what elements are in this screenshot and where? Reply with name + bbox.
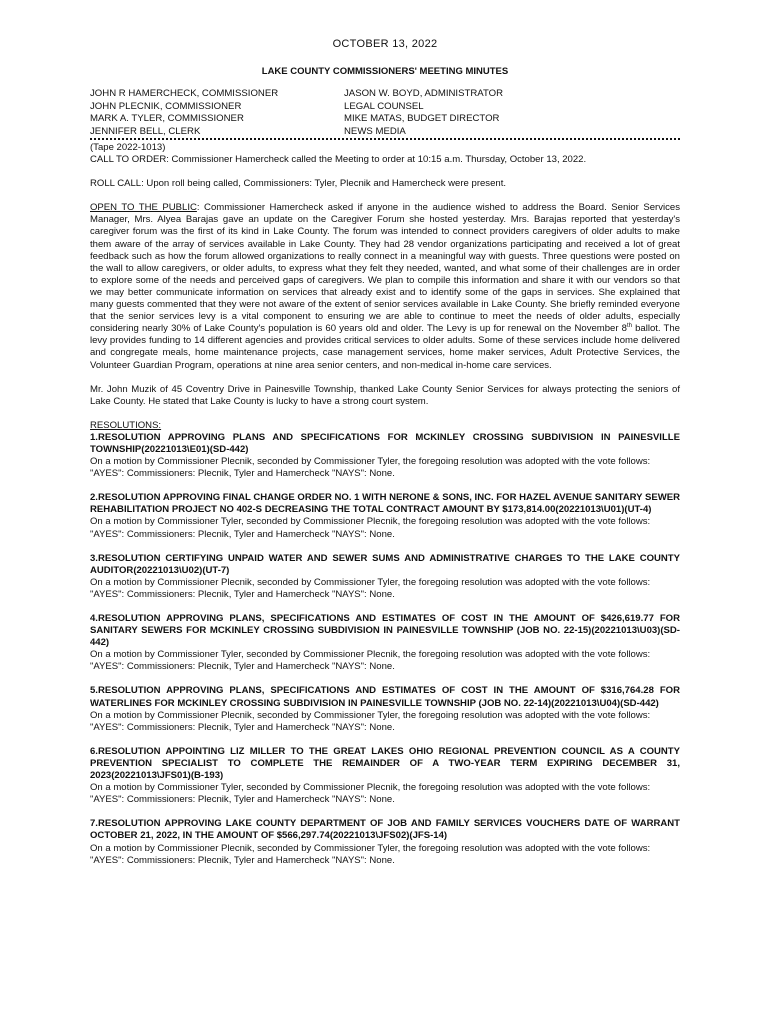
resolution-item bbox=[90, 746, 680, 806]
attendee: NEWS MEDIA bbox=[344, 125, 406, 137]
attendee: LEGAL COUNSEL bbox=[344, 100, 424, 112]
attendee: JASON W. BOYD, ADMINISTRATOR bbox=[344, 88, 504, 99]
resolution-title: 3.RESOLUTION CERTIFYING UNPAID WATER AND SEWER SUMS AND ADMINISTRATIVE CHARGES TO THE LAKE COUNTY AUDITOR(20221013\U02)(UT-7) bbox=[90, 552, 680, 576]
ordinal-suffix: th bbox=[626, 323, 632, 330]
attendee: JOHN R HAMERCHECK, COMMISSIONER bbox=[90, 88, 279, 99]
resolution-title: 1.RESOLUTION APPROVING PLANS AND SPECIFICATIONS FOR MCKINLEY CROSSING SUBDIVISION IN PAINESVILLE TOWNSHIP(20221013\E01)(SD-442) bbox=[90, 431, 680, 455]
resolution-title: 5.RESOLUTION APPROVING PLANS, SPECIFICATIONS AND ESTIMATES OF COST IN THE AMOUNT OF $316,764.28 FOR WATERLINES FOR MCKINLEY CROSSING SUBDIVISION IN PAINESVILLE TOWNSHIP (JOB NO. 22-14)(20221013\U04)(SD-442) bbox=[90, 685, 680, 709]
tape-number: (Tape 2022-1013) bbox=[90, 142, 166, 153]
minutes-body bbox=[90, 142, 680, 867]
resolution-motion: On a motion by Commissioner Tyler, seconded by Commissioner Plecnik, the foregoing resolution was adopted with the vote follows: "AYES": Commissioners: Plecnik, Tyler and Hamercheck "NAYS": None. bbox=[90, 649, 651, 673]
resolution-item bbox=[90, 818, 680, 866]
resolution-motion: On a motion by Commissioner Plecnik, seconded by Commissioner Tyler, the foregoing resolution was adopted with the vote follows: "AYES": Commissioners: Plecnik, Tyler and Hamercheck "NAYS": None. bbox=[90, 842, 651, 866]
meeting-date: OCTOBER 13, 2022 bbox=[332, 38, 438, 50]
resolution-item bbox=[90, 432, 680, 480]
resolutions-heading: RESOLUTIONS: bbox=[90, 419, 162, 431]
resolution-motion: On a motion by Commissioner Plecnik, seconded by Commissioner Tyler, the foregoing resolution was adopted with the vote follows: "AYES": Commissioners: Plecnik, Tyler and Hamercheck "NAYS": None. bbox=[90, 576, 651, 600]
resolution-item bbox=[90, 685, 680, 733]
document-title: LAKE COUNTY COMMISSIONERS' MEETING MINUTES bbox=[261, 66, 509, 77]
open-to-public-paragraph bbox=[90, 202, 680, 371]
dotted-divider bbox=[90, 138, 680, 140]
roll-call: ROLL CALL: Upon roll being called, Commissioners: Tyler, Plecnik and Hamercheck were present. bbox=[90, 178, 507, 190]
resolution-title: 4.RESOLUTION APPROVING PLANS, SPECIFICATIONS AND ESTIMATES OF COST IN THE AMOUNT OF $426,619.77 FOR SANITARY SEWERS FOR MCKINLEY CROSSING SUBDIVISION IN PAINESVILLE TOWNSHIP (JOB NO. 22-15)(20221013\U03)(SD-442) bbox=[90, 613, 680, 649]
resolution-motion: On a motion by Commissioner Plecnik, seconded by Commissioner Tyler, the foregoing resolution was adopted with the vote follows: "AYES": Commissioners: Plecnik, Tyler and Hamercheck "NAYS": None. bbox=[90, 456, 651, 480]
open-to-public-heading: OPEN TO THE PUBLIC bbox=[90, 202, 197, 214]
resolution-motion: On a motion by Commissioner Tyler, seconded by Commissioner Plecnik, the foregoing resolution was adopted with the vote follows: "AYES": Commissioners: Plecnik, Tyler and Hamercheck "NAYS": None. bbox=[90, 782, 651, 806]
resolution-item bbox=[90, 492, 680, 540]
resolution-motion: On a motion by Commissioner Tyler, seconded by Commissioner Plecnik, the foregoing resolution was adopted with the vote follows: "AYES": Commissioners: Plecnik, Tyler and Hamercheck "NAYS": None. bbox=[90, 516, 651, 540]
attendee: MARK A. TYLER, COMMISSIONER bbox=[90, 113, 244, 125]
resolution-title: 6.RESOLUTION APPOINTING LIZ MILLER TO THE GREAT LAKES OHIO REGIONAL PREVENTION COUNCIL AS A COUNTY PREVENTION SPECIALIST TO COMPLETE THE REMAINDER OF A TWO-YEAR TERM EXPIRING DECEMBER 31, 2023(20221013\JFS01)(B-193) bbox=[90, 745, 680, 782]
resolution-title: 2.RESOLUTION APPROVING FINAL CHANGE ORDER NO. 1 WITH NERONE & SONS, INC. FOR HAZEL AVENUE SANITARY SEWER REHABILITATION PROJECT NO 402-S DECREASING THE TOTAL CONTRACT AMOUNT BY $173,814.00(20221013\U01)(UT-4) bbox=[90, 492, 681, 516]
attendee: MIKE MATAS, BUDGET DIRECTOR bbox=[344, 113, 500, 125]
resolution-item bbox=[90, 553, 680, 601]
attendees-right bbox=[344, 88, 680, 138]
public-text-part-1: : Commissioner Hamercheck asked if anyone in the audience wished to address the Board. Senior Services Manager, Mrs. Alyea Barajas gave an update on the Caregiver Forum she hosted yesterday. Mrs. Barajas reported that yesterday's caregiver forum was the first of its kind in Lake County. The forum was intended to connect providers caregivers of older adults to make them aware of the array of services available in Lake County. They had 28 vendor organizations participating and received a lot of great feedback such as how the forum allowed organizations to really connect in a meaningful way with guests. Three questions were posted on the wall to allow caregivers, or older adults, to express what they felt they needed, wanted, and what some of their challenges are in order to explore some of the needs and perceived gaps of caregivers. We plan to compile this information and share it with our vendors so that we may better communicate information on services that already exist and to identify some of the gaps in services. She explained that many guests commented that they were not aware of the extent of senior services available in Lake County. She briefly reminded everyone that the senior services levy is a vital component to ensuring we are able to continue to meet the needs of older adults, especially considering nearly 30% of Lake County's population is 60 years old and older. The Levy is up for renewal on the November 8 bbox=[90, 202, 680, 335]
muzik-paragraph: Mr. John Muzik of 45 Coventry Drive in Painesville Township, thanked Lake County Senior Services for always protecting the seniors of Lake County. He stated that Lake County is lucky to have a strong court system. bbox=[90, 383, 680, 407]
public-text-part-2: ballot. The levy provides funding to 14 different agencies and provides critical services to older adults. Some of these services include home delivered and congregate meals, home maintenance projects, case management services, home maker services, Adult Protective Services, the Volunteer Guardian Program, operations at nine area senior centers, and non-medical in-home care services. bbox=[90, 323, 680, 371]
attendee: JENNIFER BELL, CLERK bbox=[90, 125, 201, 137]
resolution-title: 7.RESOLUTION APPROVING LAKE COUNTY DEPARTMENT OF JOB AND FAMILY SERVICES VOUCHERS DATE OF WARRANT OCTOBER 21, 2022, IN THE AMOUNT OF $566,297.74(20221013\JFS02)(JFS-14) bbox=[90, 818, 680, 842]
call-to-order: CALL TO ORDER: Commissioner Hamercheck called the Meeting to order at 10:15 a.m. Thursday, October 13, 2022. bbox=[90, 154, 587, 166]
attendees-left bbox=[90, 88, 340, 138]
attendee: JOHN PLECNIK, COMMISSIONER bbox=[90, 100, 242, 112]
resolution-item bbox=[90, 613, 680, 673]
resolution-motion: On a motion by Commissioner Plecnik, seconded by Commissioner Tyler, the foregoing resolution was adopted with the vote follows: "AYES": Commissioners: Plecnik, Tyler and Hamercheck "NAYS": None. bbox=[90, 709, 651, 733]
